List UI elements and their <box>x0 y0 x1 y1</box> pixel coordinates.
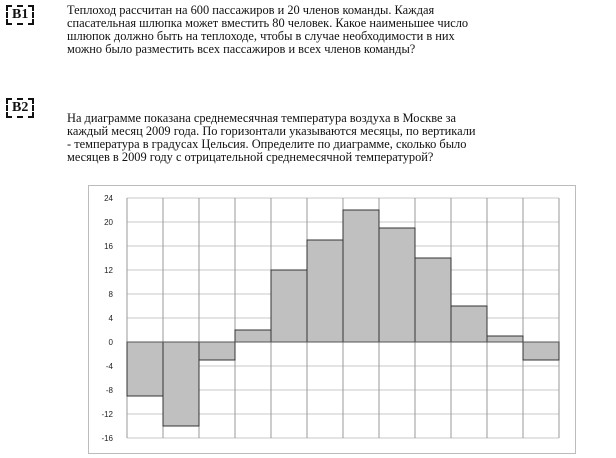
y-tick-label: 12 <box>104 266 113 275</box>
task-b2-line: - температура в градусах Цельсия. Определите по диаграмме, сколько было <box>67 137 467 151</box>
y-tick-label: -12 <box>101 410 113 419</box>
y-tick-label: -8 <box>105 386 113 395</box>
y-tick-label: 0 <box>108 338 113 347</box>
y-tick-label: 4 <box>108 314 113 323</box>
bar-month-4 <box>235 330 271 342</box>
task-b1-label: B1 <box>6 5 34 25</box>
y-tick-label: -16 <box>101 434 113 443</box>
bar-month-3 <box>199 342 235 360</box>
y-tick-label: 24 <box>104 194 113 203</box>
task-b1-line: спасательная шлюпка может вместить 80 человек. Какое наименьшее число <box>67 16 469 30</box>
bar-month-6 <box>307 240 343 342</box>
task-b1-text <box>67 4 607 56</box>
bar-month-8 <box>379 228 415 342</box>
bar-month-1 <box>127 342 163 396</box>
task-b1-line: Теплоход рассчитан на 600 пассажиров и 20 членов команды. Каждая <box>67 3 435 17</box>
temperature-chart <box>88 185 576 454</box>
bar-month-11 <box>487 336 523 342</box>
task-b2-line: На диаграмме показана среднемесячная температура воздуха в Москве за <box>67 111 456 125</box>
y-tick-label: 20 <box>104 218 113 227</box>
bar-month-7 <box>343 210 379 342</box>
task-b2-text <box>67 112 607 164</box>
bar-month-12 <box>523 342 559 360</box>
bar-month-5 <box>271 270 307 342</box>
y-tick-label: -4 <box>105 362 113 371</box>
task-b2-line: каждый месяц 2009 года. По горизонтали указываются месяцы, по вертикали <box>67 124 476 138</box>
task-b2-label: B2 <box>6 98 34 118</box>
task-b2-line: месяцев в 2009 году с отрицательной среднемесячной температурой? <box>67 150 434 164</box>
y-tick-label: 8 <box>108 290 113 299</box>
bar-month-9 <box>415 258 451 342</box>
task-b1-line: можно было разместить всех пассажиров и всех членов команды? <box>67 42 416 56</box>
task-b1-line: шлюпок должно быть на теплоходе, чтобы в случае необходимости в них <box>67 29 455 43</box>
y-tick-label: 16 <box>104 242 113 251</box>
temperature-chart-svg <box>89 186 575 453</box>
bar-month-2 <box>163 342 199 426</box>
bar-month-10 <box>451 306 487 342</box>
